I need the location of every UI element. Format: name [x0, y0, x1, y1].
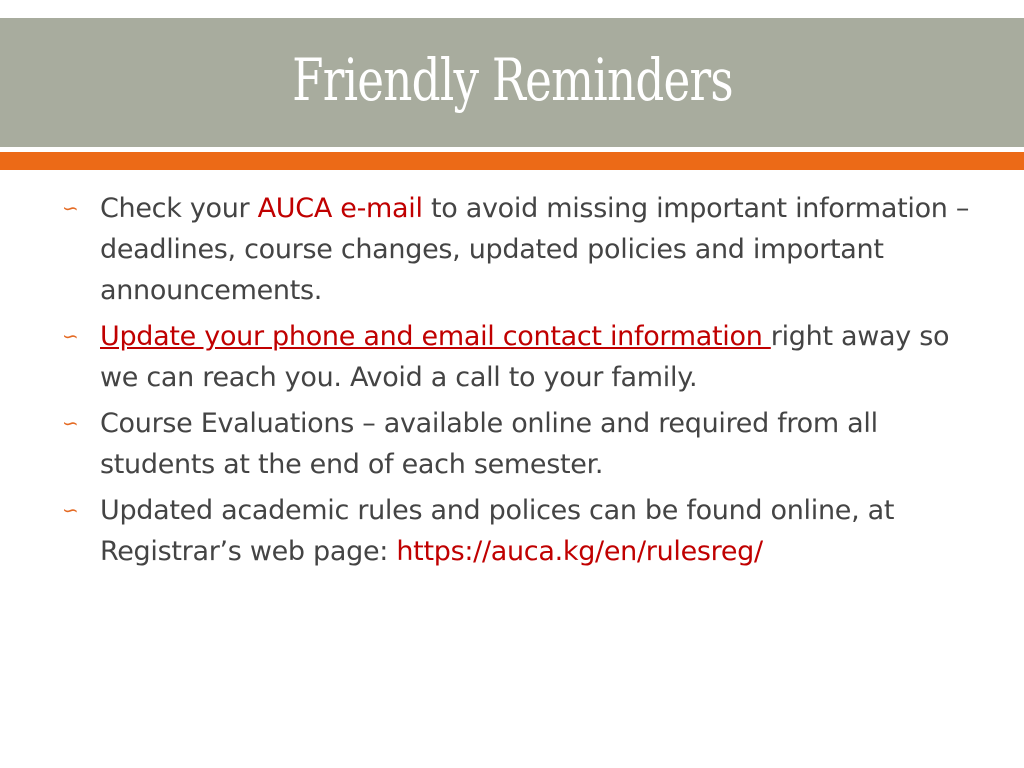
bullet-text: Course Evaluations – available online and required from all students at the end of each semester.	[100, 408, 878, 480]
bullet-item-evaluations	[60, 403, 980, 485]
title-bar	[0, 18, 1024, 147]
bullet-text-pre: Updated academic rules and polices can be found online, at Registrar’s web page:	[100, 495, 895, 567]
accent-bar	[0, 152, 1024, 170]
bullet-item-email	[60, 188, 980, 311]
bullet-icon: ∽	[62, 498, 79, 522]
bullet-item-contact	[60, 316, 980, 398]
bullet-text-post: right away so we can reach you. Avoid a call to your family.	[100, 321, 950, 393]
bullet-item-rules	[60, 490, 980, 572]
bullet-icon: ∽	[62, 196, 79, 220]
bullet-icon: ∽	[62, 411, 79, 435]
slide-title: Friendly Reminders	[291, 45, 733, 114]
bullet-text-pre: Check your	[100, 193, 258, 224]
update-contact-link[interactable]: Update your phone and email contact information	[100, 321, 771, 352]
bullet-list	[60, 188, 980, 577]
bullet-text-post: to avoid missing important information – deadlines, course changes, updated policies and important announcements.	[100, 193, 970, 306]
auca-email-highlight: AUCA e-mail	[257, 193, 423, 224]
bullet-icon: ∽	[62, 324, 79, 348]
registrar-rules-link[interactable]: https://auca.kg/en/rulesreg/	[396, 536, 763, 567]
